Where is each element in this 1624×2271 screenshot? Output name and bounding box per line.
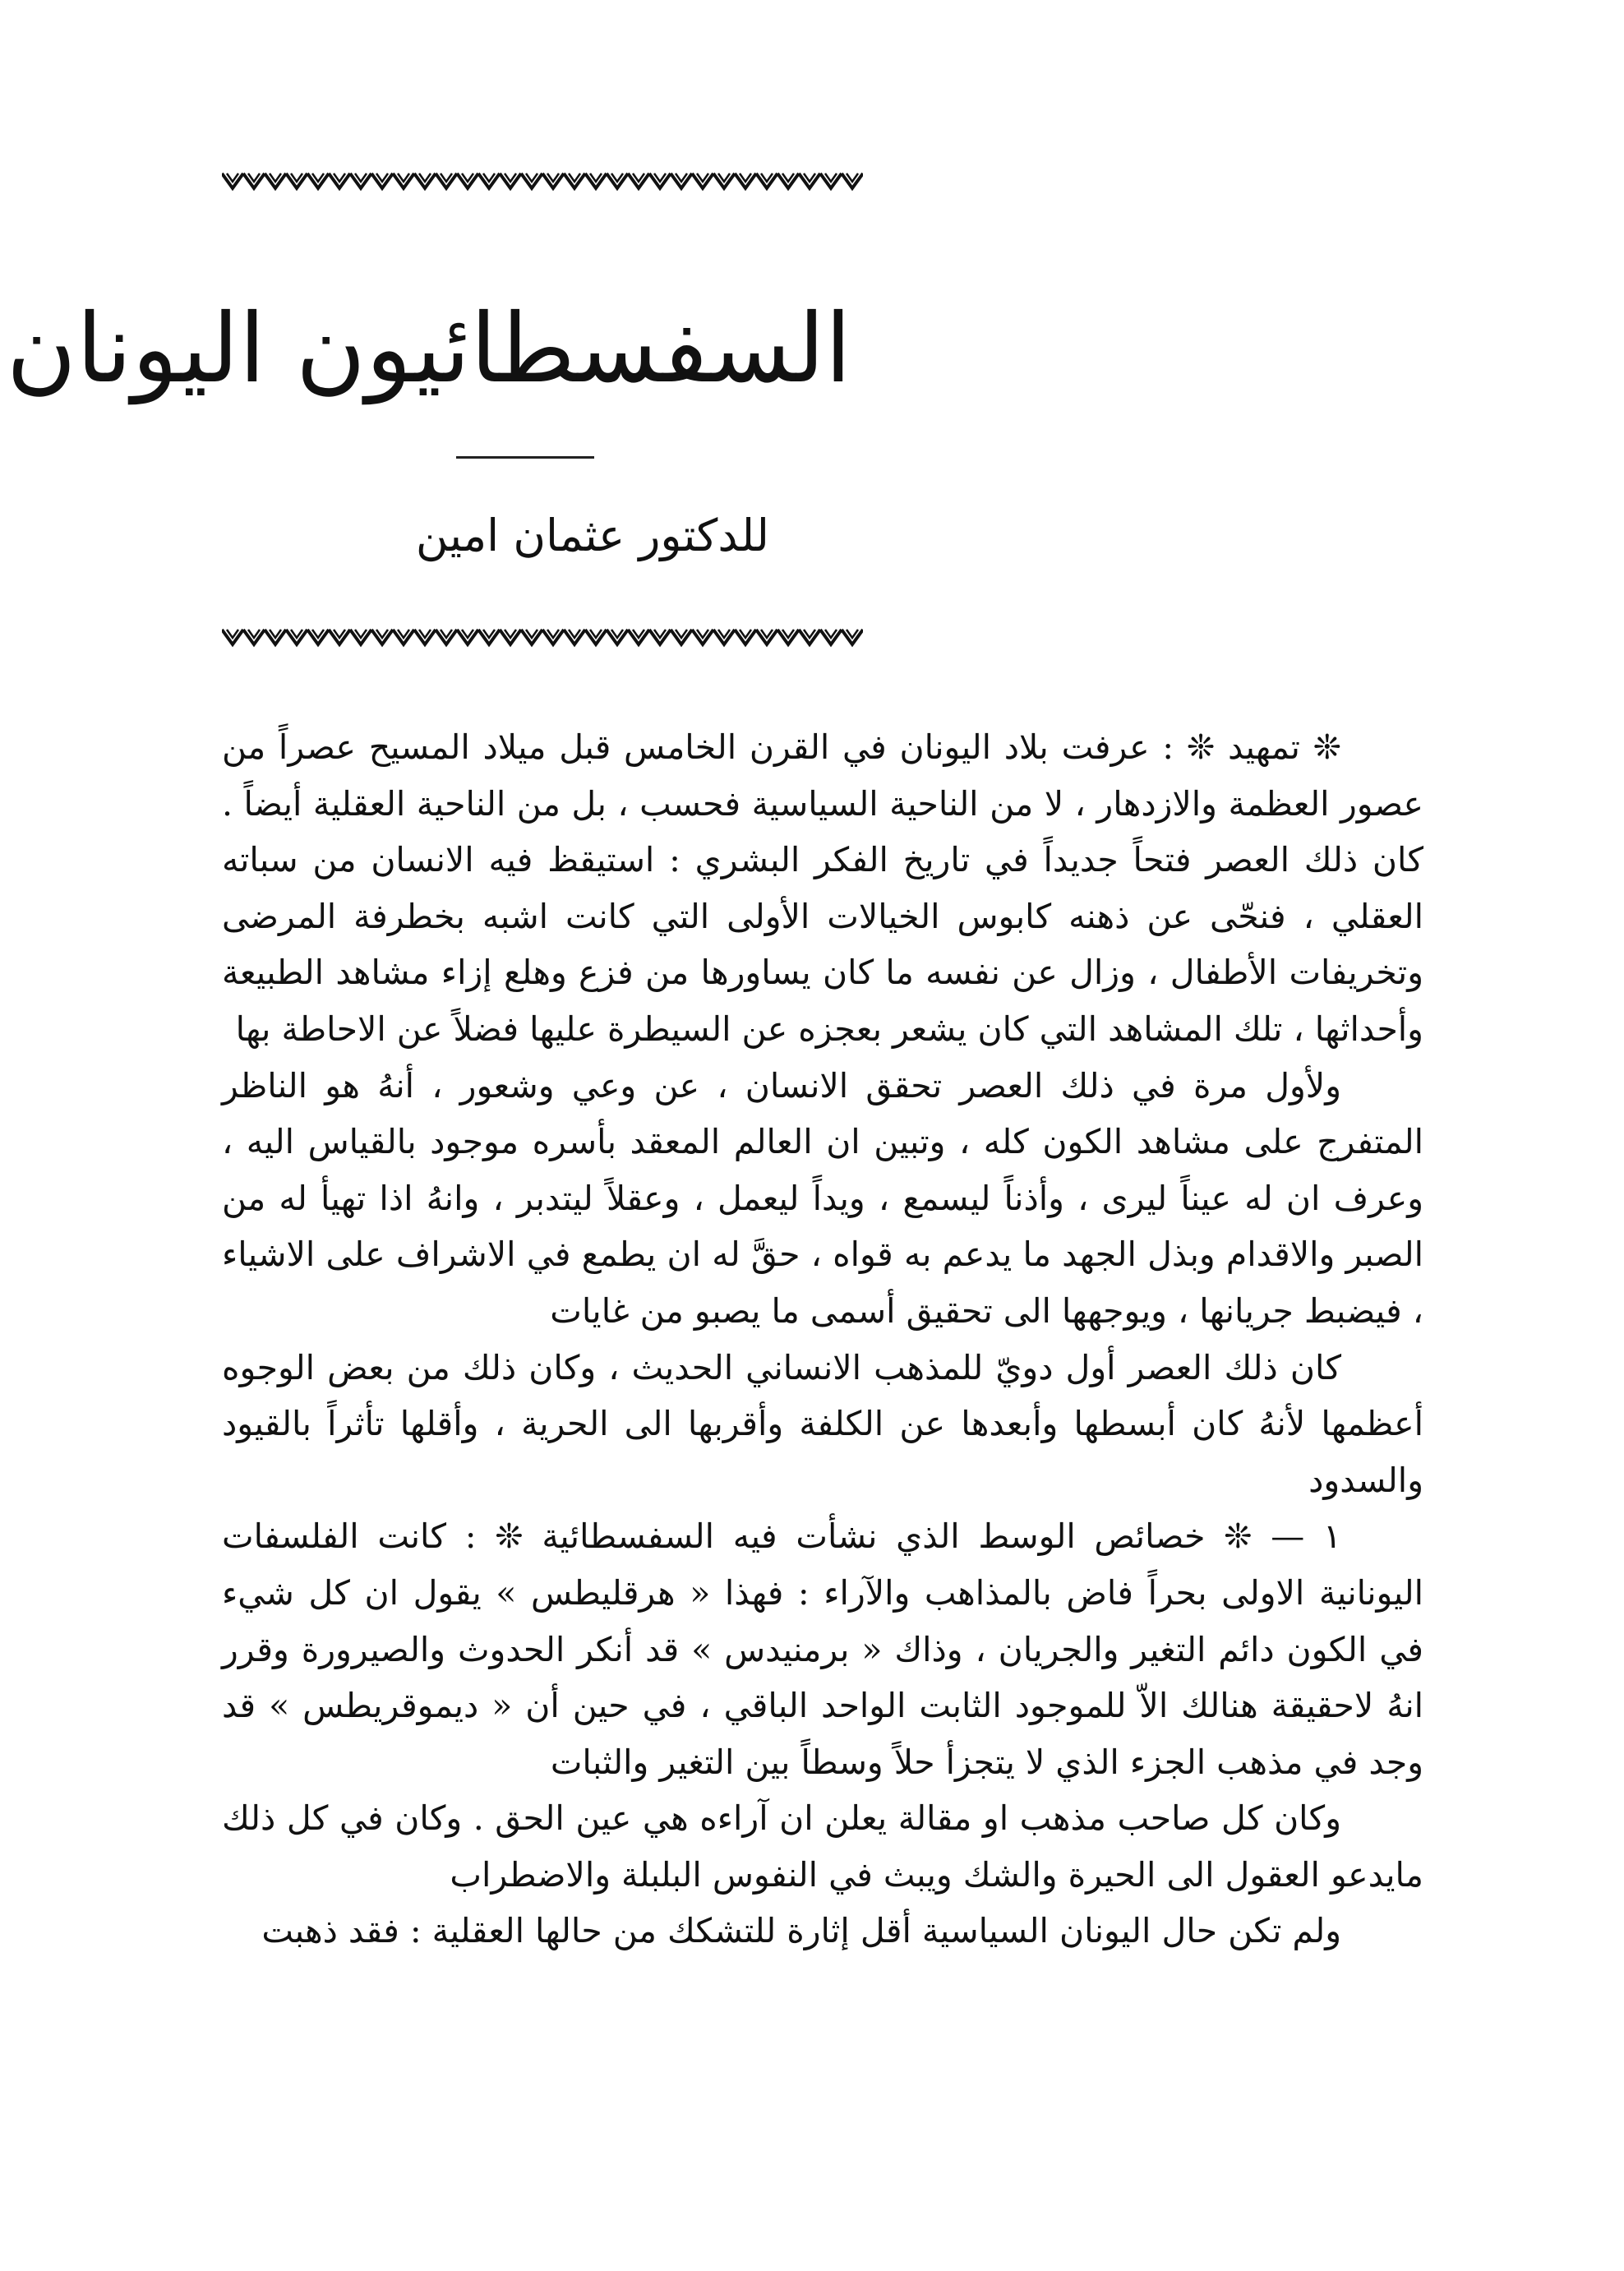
title-divider [456, 456, 594, 459]
paragraph-section-1: ١ — ❊ خصائص الوسط الذي نشأت فيه السفسطائية ❊ : كانت الفلسفات اليونانية الاولى بحراً فاض بالمذاهب والآراء : فهذا « هرقليطس » يقول ان كل شيء في الكون دائم التغير والجريان ، وذاك « برمنيدس » قد أنكر الحدوث والصيرورة وقرر انهُ لاحقيقة هنالك الاّ للموجود الثابت الواحد الباقي ، في حين أن « ديموقريطس » قد وجد في مذهب الجزء الذي لا يتجزأ حلاً وسطاً بين التغير والثبات [222, 1516, 1423, 1782]
paragraph-politics: ولم تكن حال اليونان السياسية أقل إثارة للتشكك من حالها العقلية : فقد ذهبت [261, 1911, 1341, 1951]
paragraph-humanism: كان ذلك العصر أول دويّ للمذهب الانساني الحديث ، وكان ذلك من بعض الوجوه أعظمها لأنهُ كان أبسطها وأبعدها عن الكلفة وأقربها الى الحرية ، وأقلها تأثراً بالقيود والسدود [222, 1347, 1423, 1500]
paragraph-first-time: ولأول مرة في ذلك العصر تحقق الانسان ، عن وعي وشعور ، أنهُ هو الناظر المتفرج على مشاهد الكون كله ، وتبين ان العالم المعقد بأسره موجود بالقياس اليه ، وعرف ان له عيناً ليرى ، وأذناً ليسمع ، ويداً ليعمل ، وعقلاً ليتدبر ، وانهُ اذا تهيأ له من الصبر والاقدام وبذل الجهد ما يدعم به قواه ، حقَّ له ان يطمع في الاشراف على الاشياء ، فيضبط جريانها ، ويوجهها الى تحقيق أسمى ما يصبو من غايات [222, 1065, 1423, 1331]
author-line: للدكتور عثمان امين [415, 510, 769, 561]
ornamental-border-top [222, 168, 863, 193]
page-title: السفسطائيون اليونان [6, 293, 851, 404]
paragraph-doctrines: وكان كل صاحب مذهب او مقالة يعلن ان آراءه هي عين الحق . وكان في كل ذلك مايدعو العقول الى الحيرة والشك ويبث في النفوس البلبلة والاضطراب [222, 1798, 1423, 1895]
ornamental-border-bottom [222, 625, 863, 649]
paragraph-intro: ❊ تمهيد ❊ : عرفت بلاد اليونان في القرن الخامس قبل ميلاد المسيح عصراً من عصور العظمة والازدهار ، لا من الناحية السياسية فحسب ، بل من الناحية العقلية أيضاً . كان ذلك العصر فتحاً جديداً في تاريخ الفكر البشري : استيقظ فيه الانسان من سباته العقلي ، فنحّى عن ذهنه كابوس الخيالات الأولى التي كانت اشبه بخطرفة المرضى وتخريفات الأطفال ، وزال عن نفسه ما كان يساورها من فزع وهلع إزاء مشاهد الطبيعة وأحداثها ، تلك المشاهد التي كان يشعر بعجزه عن السيطرة عليها فضلاً عن الاحاطة بها [222, 727, 1423, 1049]
article-body [222, 719, 1423, 1959]
